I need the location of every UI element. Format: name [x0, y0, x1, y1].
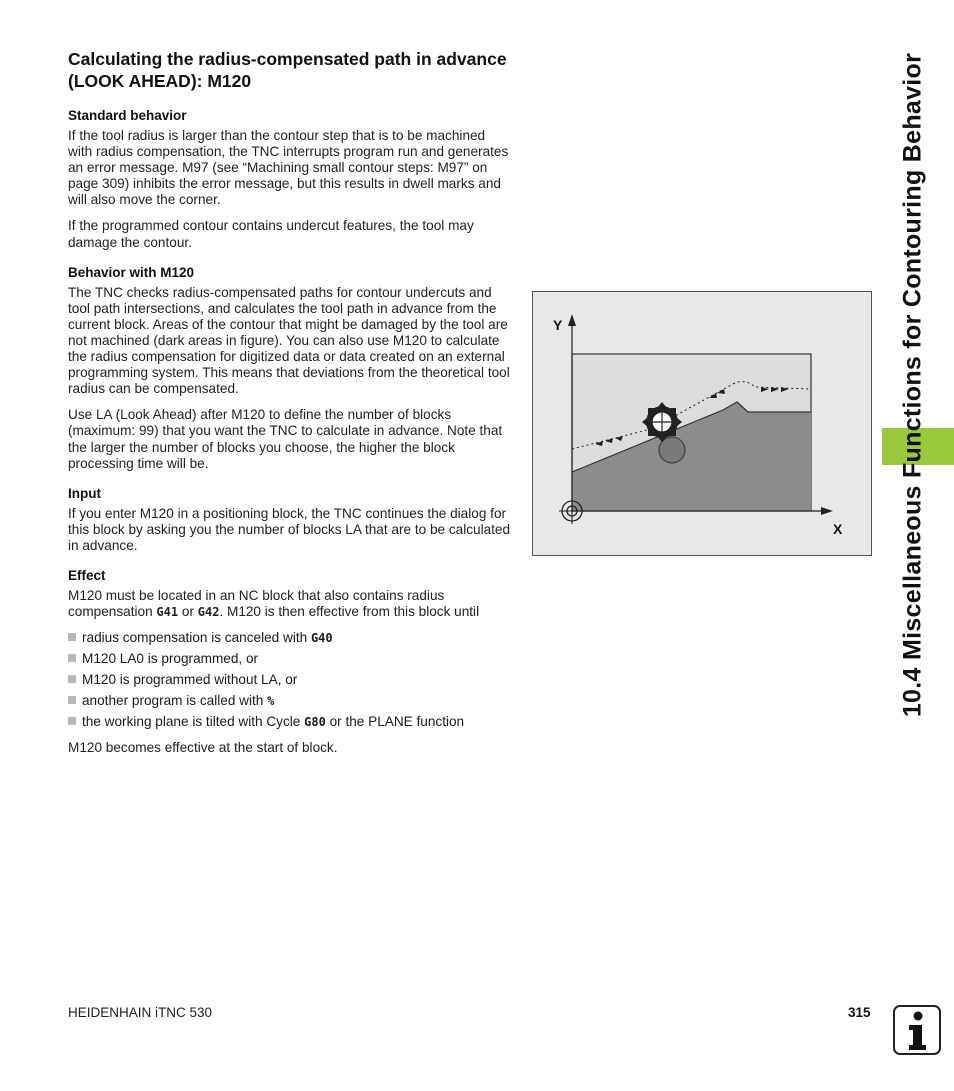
bullet-square-icon: [68, 717, 76, 725]
x-axis-arrow: [821, 507, 833, 515]
section-input: [68, 486, 513, 554]
code-g41: G41: [156, 605, 179, 620]
section-heading: Behavior with M120: [68, 264, 195, 280]
list-item: [68, 672, 513, 688]
y-axis-label: Y: [553, 317, 563, 333]
info-glyph: [895, 1007, 939, 1053]
milling-tool: [642, 402, 682, 442]
bullet-list: [68, 630, 513, 730]
bullet-square-icon: [68, 633, 76, 641]
code-g80: G80: [304, 715, 326, 730]
text: or the PLANE function: [325, 714, 465, 730]
sidebar-chapter-title: 10.4 Miscellaneous Functions for Contouring Behavior: [898, 52, 927, 718]
y-axis-arrow: [568, 314, 576, 326]
list-item: [68, 630, 513, 646]
bullet-square-icon: [68, 654, 76, 662]
text: M120 is programmed without LA, or: [82, 672, 298, 688]
section-heading: Standard behavior: [68, 108, 187, 123]
list-item: [68, 693, 513, 709]
list-item: [68, 651, 513, 667]
info-icon: [893, 1005, 941, 1055]
section-behavior-m120: [68, 265, 513, 472]
list-item: [68, 714, 513, 730]
paragraph: [68, 588, 513, 620]
paragraph: If the tool radius is larger than the contour step that is to be machined with radius compensation, the TNC interrupts program run and generates an error message. M97 (see “Machining small contour steps: M97” on page 309) inhibits the error message, but this results in dwell marks and will also move the corner.: [68, 128, 509, 208]
text: or: [178, 604, 198, 620]
figure-drawing: [533, 292, 871, 555]
paragraph: The TNC checks radius-compensated paths for contour undercuts and tool path intersections, and calculates the tool path in advance from the current block. Areas of the contour that might be damaged by the tool are not machined (dark areas in figure). You can also use M120 to calculate the radius compensation for digitized data or data created on an external programming system. This means that deviations from the theoretical tool radius can be compensated.: [68, 284, 510, 397]
footer-manual-name: HEIDENHAIN iTNC 530: [68, 1005, 213, 1020]
chapter-tab: [882, 428, 954, 465]
code-g40: G40: [310, 631, 333, 646]
text: . M120 is then effective from this block until: [219, 604, 480, 620]
x-axis-label: X: [833, 521, 843, 537]
text: another program is called with: [82, 693, 268, 709]
code-g42: G42: [197, 605, 220, 620]
page-number: 315: [848, 1005, 871, 1020]
section-effect: [68, 568, 513, 756]
bullet-square-icon: [68, 696, 76, 704]
text: M120 must be located in an NC block that also contains radius compensation: [68, 587, 445, 620]
text: the working plane is tilted with Cycle: [82, 714, 305, 730]
section-standard-behavior: [68, 108, 513, 251]
paragraph: If you enter M120 in a positioning block, the TNC continues the dialog for this block by asking you the number of blocks LA that are to be calculated in advance.: [68, 505, 511, 553]
main-content: [68, 48, 513, 770]
page-title: Calculating the radius-compensated path in advance (LOOK AHEAD): M120: [68, 49, 507, 91]
code-percent: %: [267, 694, 275, 709]
section-heading: Effect: [68, 567, 106, 583]
text: M120 LA0 is programmed, or: [82, 651, 259, 667]
look-ahead-figure: [532, 291, 872, 556]
paragraph: M120 becomes effective at the start of block.: [68, 740, 338, 756]
section-heading: Input: [68, 485, 101, 501]
paragraph: Use LA (Look Ahead) after M120 to define the number of blocks (maximum: 99) that you want the TNC to calculate in advance. Note that the larger the number of blocks you choose, the higher the block processing time will be.: [68, 407, 503, 471]
bullet-square-icon: [68, 675, 76, 683]
text: radius compensation is canceled with: [82, 630, 311, 646]
paragraph: If the programmed contour contains undercut features, the tool may damage the contour.: [68, 218, 474, 250]
